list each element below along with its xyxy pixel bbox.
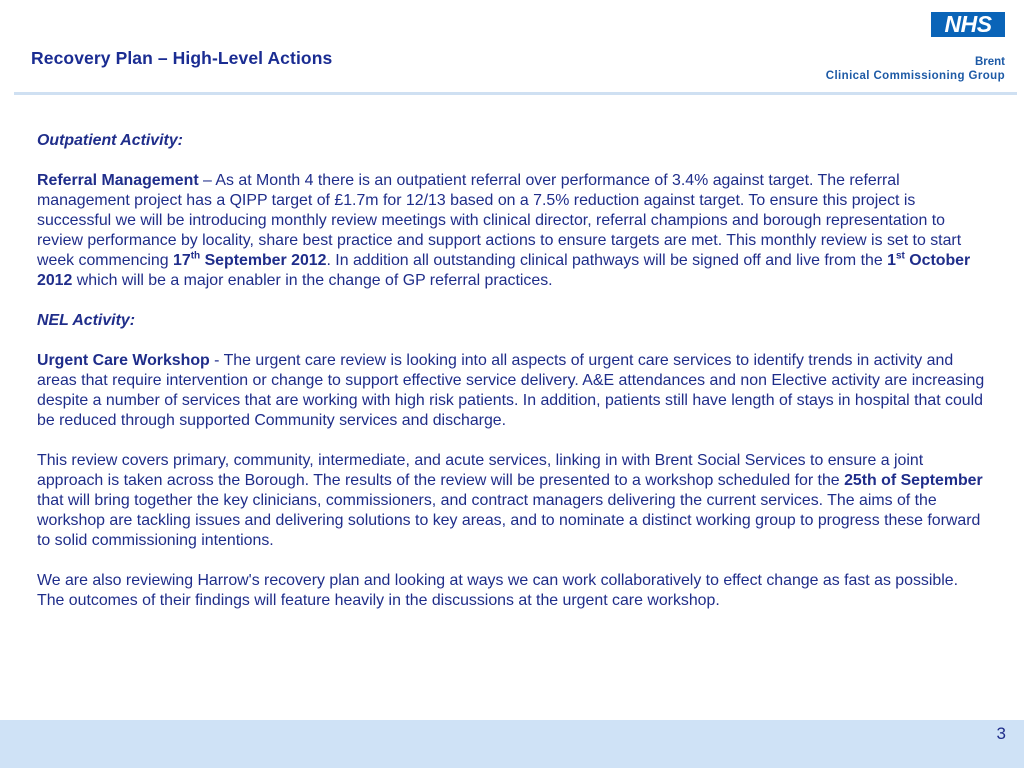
date-25-september: 25th of September (844, 472, 983, 489)
spacer (37, 551, 987, 571)
spacer (37, 291, 987, 311)
org-name-ccg: Clinical Commissioning Group (825, 70, 1005, 82)
date-17-september: 17th September 2012 (173, 250, 327, 269)
urgent-care-text: - The urgent care review is looking into all aspects of urgent care services to identify trends in activity and areas that require intervention or change to support effective service delivery. A&E attendances and non Elective activity are increasing despite a number of services that are working with high risk patients. In addition, patients still have length of stays in hospital that could be reduced through supported Community services and discharge. (37, 352, 985, 429)
slide-body (37, 131, 987, 611)
referral-management-label: Referral Management (37, 172, 199, 189)
outpatient-heading: Outpatient Activity: (37, 132, 183, 149)
referral-text-2: . In addition all outstanding clinical pathways will be signed off and live from the (326, 252, 888, 269)
nhs-logo: NHS (931, 12, 1005, 37)
spacer (37, 151, 987, 171)
urgent-care-paragraph (37, 351, 987, 431)
page-number: 3 (996, 724, 1006, 743)
harrow-paragraph: We are also reviewing Harrow's recovery plan and looking at ways we can work collaboratively to effect change as fast as possible. The outcomes of their findings will feature heavily in the discussions at the urgent care workshop. (37, 572, 959, 609)
nel-heading: NEL Activity: (37, 312, 136, 329)
referral-text-3: which will be a major enabler in the change of GP referral practices. (72, 272, 553, 289)
urgent-care-workshop-label: Urgent Care Workshop (37, 352, 210, 369)
spacer (37, 331, 987, 351)
referral-text-1: – As at Month 4 there is an outpatient referral over performance of 3.4% against target. The referral management project has a QIPP target of £1.7m for 12/13 based on a 7.5% reduction against target. To ensure this project is successful we will be introducing monthly review meetings with clinical director, referral champions and borough representation to review performance by locality, share best practice and support actions to ensure targets are met. This monthly review is set to start week commencing (37, 172, 962, 269)
title-divider (14, 92, 1017, 95)
date-1-october: 1st October 2012 (37, 250, 971, 289)
review-scope-text-2: that will bring together the key clinicians, commissioners, and contract managers delivering the current services. The aims of the workshop are tackling issues and delivering solutions to key areas, and to nominate a distinct working group to progress these forward to solid commissioning intentions. (37, 492, 981, 549)
review-scope-paragraph (37, 451, 987, 551)
spacer (37, 431, 987, 451)
review-scope-text-1: This review covers primary, community, intermediate, and acute services, linking in with Brent Social Services to ensure a joint approach is taken across the Borough. The results of the review will be presented to a workshop scheduled for the (37, 452, 924, 489)
referral-management-paragraph (37, 171, 987, 291)
slide-title: Recovery Plan – High-Level Actions (31, 48, 333, 68)
org-name-brent: Brent (974, 56, 1005, 68)
footer-band (0, 720, 1024, 768)
